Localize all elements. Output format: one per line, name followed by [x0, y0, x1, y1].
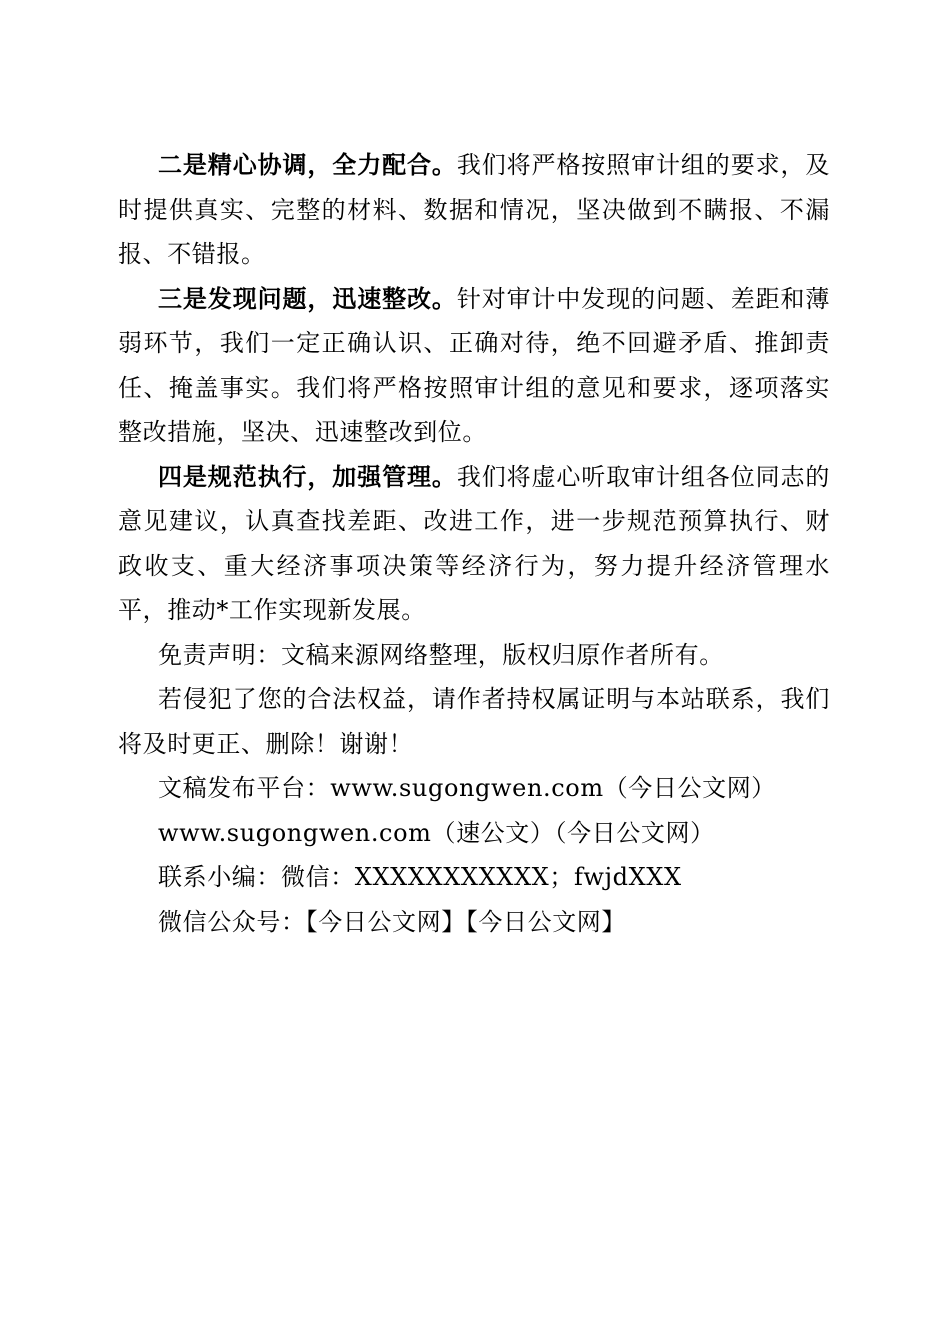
paragraph-text: 我们将虚心听取审计组各位同志的意见建议，认真查找差距、改进工作，进一步规范预算执行、财政收支、重大经济事项决策等经济行为，努力提升经济管理水平，推动*工作实现新发展。 [118, 462, 831, 624]
disclaimer-notice: 若侵犯了您的合法权益，请作者持权属证明与本站联系，我们将及时更正、删除！谢谢！ [118, 685, 830, 758]
publishing-platform-line: 文稿发布平台：www.sugongwen.com（今日公文网） [158, 774, 776, 802]
website-line: www.sugongwen.com（速公文）（今日公文网） [158, 818, 715, 847]
wechat-account-line: 微信公众号：【今日公文网】【今日公文网】 [158, 907, 626, 936]
document-body [118, 143, 830, 944]
paragraph-heading: 三是发现问题，迅速整改。 [158, 283, 457, 313]
editor-contact-line: 联系小编：微信：XXXXXXXXXXX；fwjdXXX [158, 863, 682, 891]
paragraph-heading: 二是精心协调，全力配合。 [158, 150, 457, 179]
paragraph-rectification [118, 277, 830, 455]
paragraph-text: 我们将严格按照审计组的要求，及时提供真实、完整的材料、数据和情况，坚决做到不瞒报、不漏报、不错报。 [118, 151, 831, 268]
disclaimer-line: 免责声明：文稿来源网络整理，版权归原作者所有。 [158, 640, 724, 669]
paragraph-text: 针对审计中发现的问题、差距和薄弱环节，我们一定正确认识、正确对待，绝不回避矛盾、推卸责任、掩盖事实。我们将严格按照审计组的意见和要求，逐项落实整改措施，坚决、迅速整改到位。 [118, 284, 831, 446]
paragraph-coordination [118, 143, 830, 277]
paragraph-heading: 四是规范执行，加强管理。 [158, 461, 457, 491]
paragraph-management [118, 455, 830, 633]
